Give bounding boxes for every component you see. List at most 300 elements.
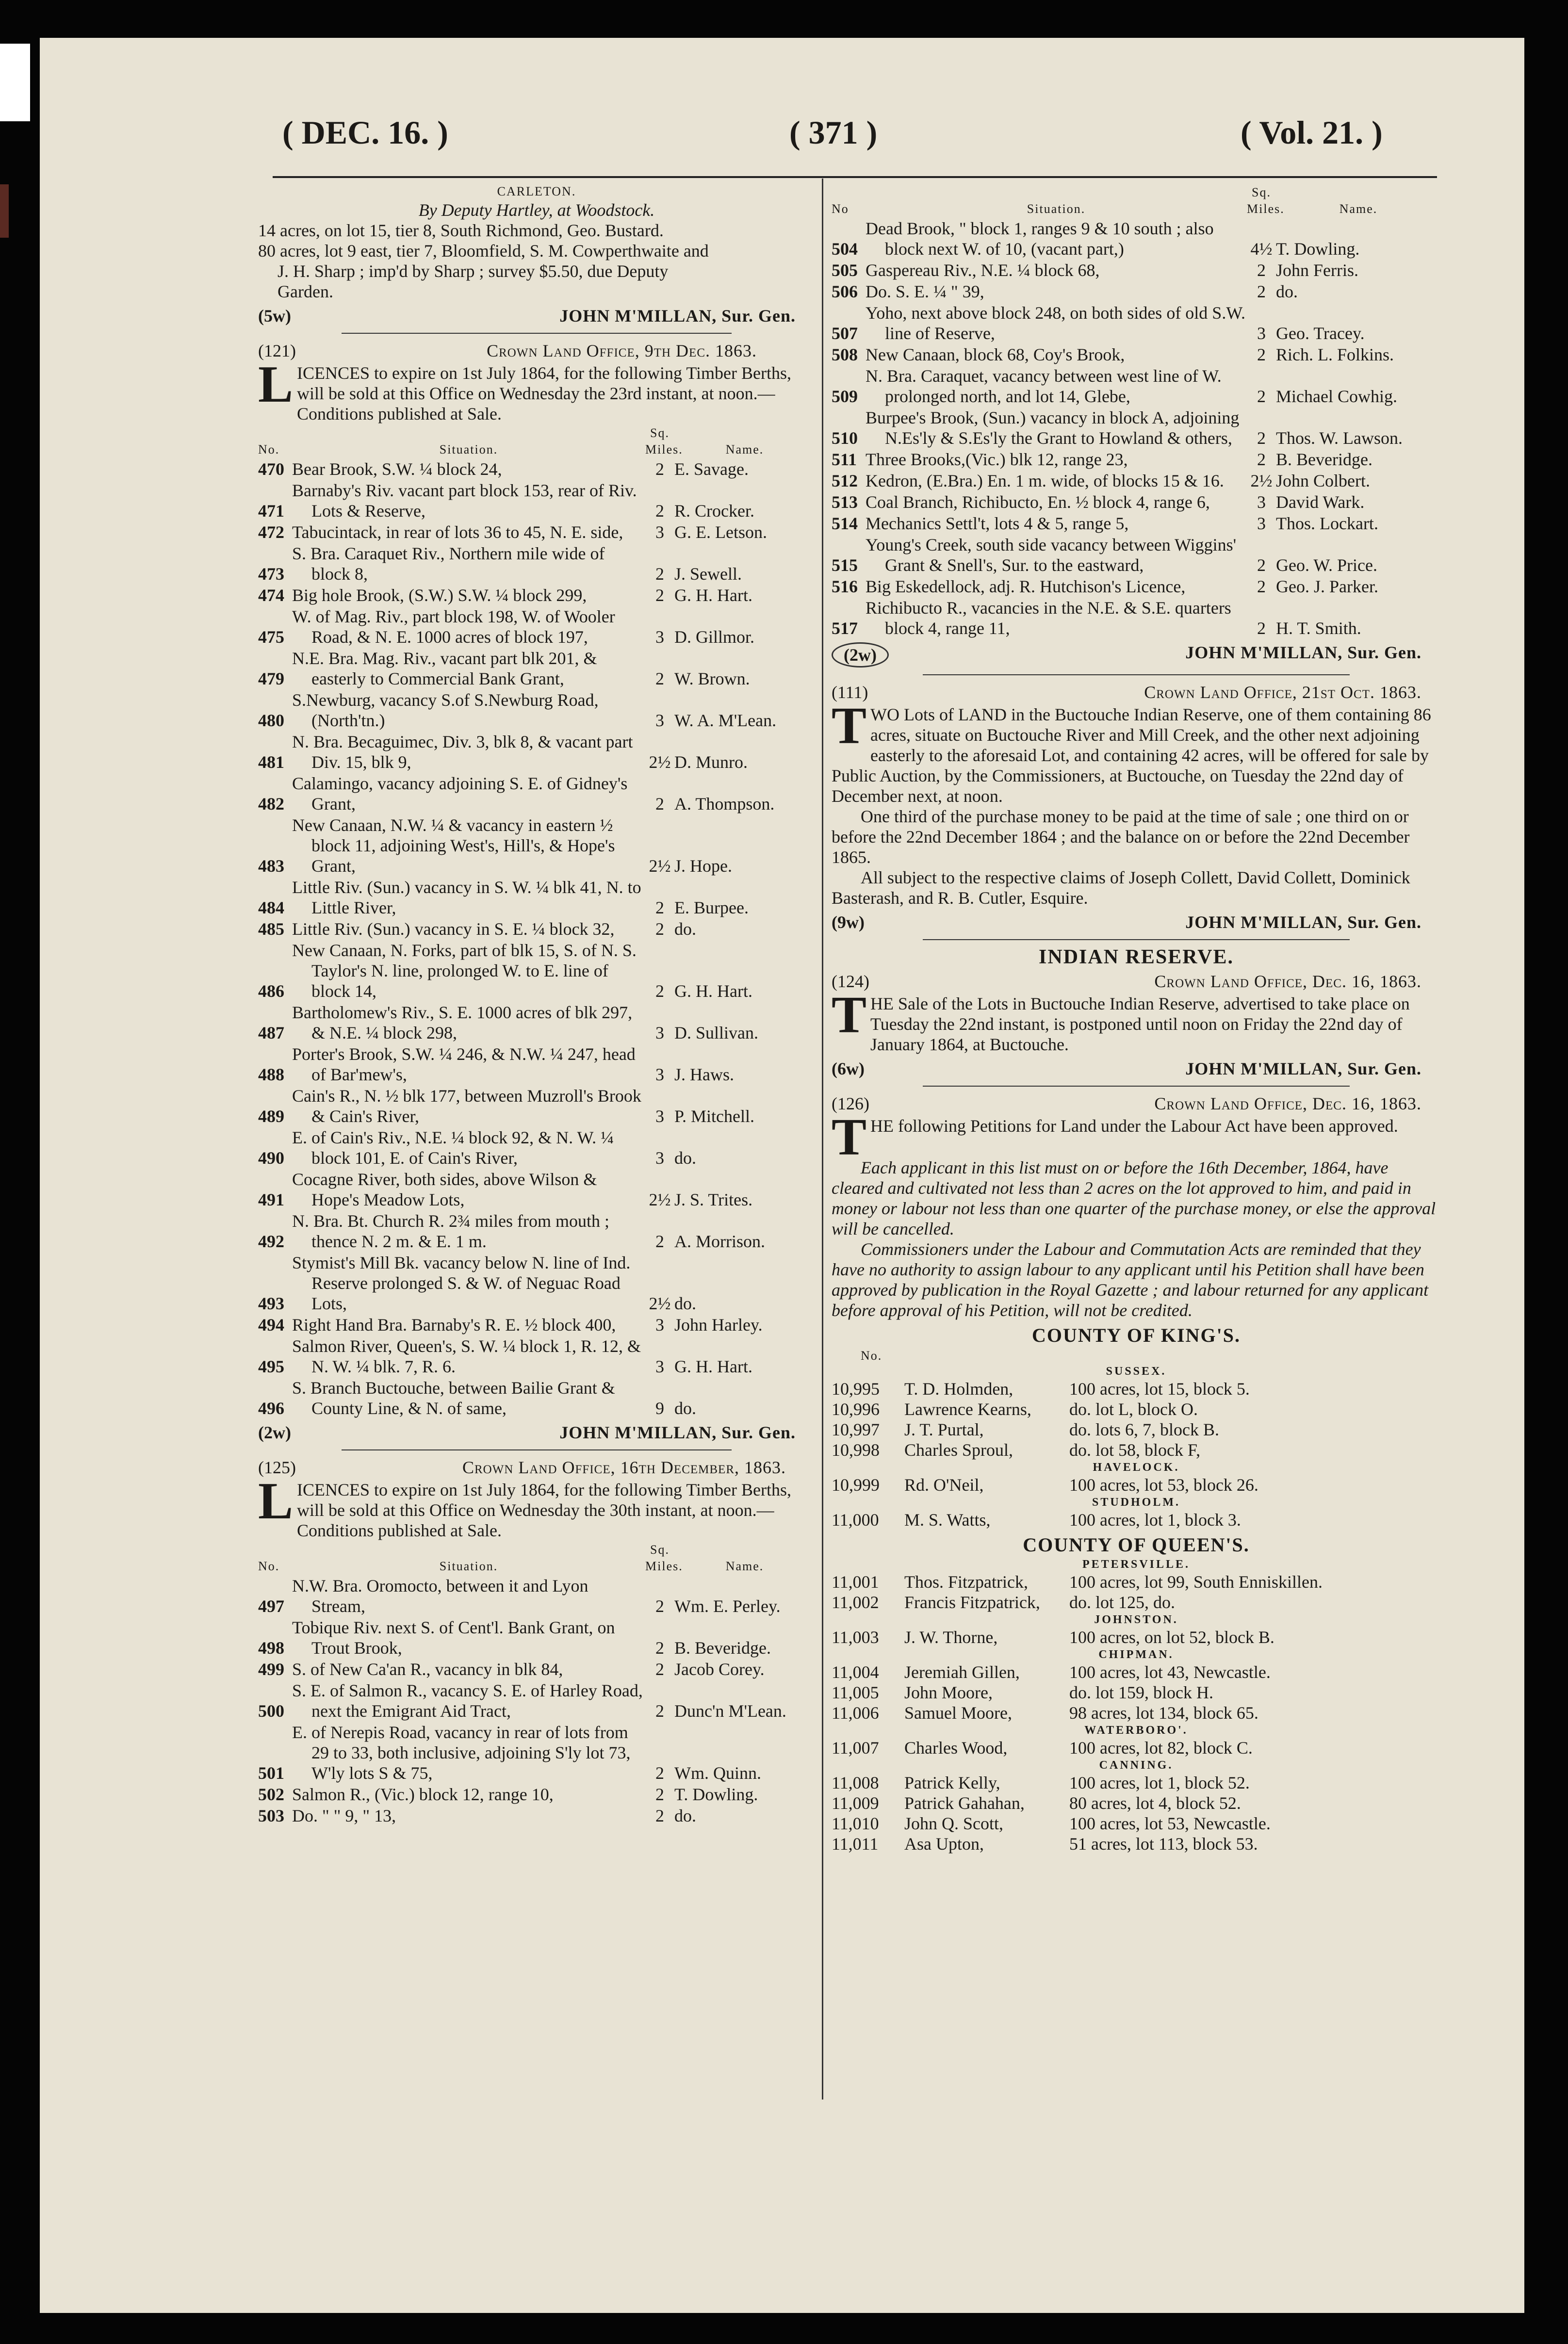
row-situation: New Canaan, N.W. ¼ & vacancy in eastern ½ block 11, adjoining West's, Hill's, & Hope's Grant, (292, 815, 615, 876)
col-situation: Situation. (1027, 202, 1086, 216)
row-situation: Stymist's Mill Bk. vacancy below N. line of Ind. Reserve prolonged S. & W. of Neguac Road Lots, (292, 1253, 631, 1313)
row-name: T. Dowling. (674, 1785, 758, 1804)
row-miles: 3 (655, 1065, 664, 1084)
row-name: G. E. Letson. (674, 522, 767, 542)
county-heading: COUNTY OF QUEEN'S. (1023, 1534, 1250, 1556)
row-miles: 2 (1257, 260, 1266, 280)
col-no: No. (258, 1559, 280, 1573)
row-miles: 4½ (1250, 239, 1273, 259)
insertion-code (832, 642, 889, 667)
row-situation: Coal Branch, Richibucto, En. ½ block 4, range 6, (866, 492, 1210, 512)
insertion-code: (9w) (832, 912, 865, 932)
gazette-page (40, 38, 1524, 2313)
row-situation: Little Riv. (Sun.) vacancy in S. W. ¼ blk 41, N. to Little River, (292, 878, 641, 917)
table-row (258, 1127, 815, 1168)
row-situation: N.W. Bra. Oromocto, between it and Lyon Stream, (292, 1576, 588, 1616)
row-number: 504 (832, 239, 858, 259)
petition-details: 100 acres, lot 43, Newcastle. (1069, 1662, 1271, 1682)
notice-office-date: Crown Land Office, Dec. 16, 1863. (1154, 972, 1421, 991)
petition-row (832, 1572, 1441, 1592)
row-number: 498 (258, 1638, 284, 1658)
row-situation: Right Hand Bra. Barnaby's R. E. ½ block 400, (292, 1315, 616, 1335)
row-number: 473 (258, 564, 284, 584)
petition-name: Francis Fitzpatrick, (904, 1593, 1040, 1612)
petition-details: 100 acres, lot 53, block 26. (1069, 1475, 1258, 1495)
row-situation: Tabucintack, in rear of lots 36 to 45, N. E. side, (292, 522, 623, 542)
signature: JOHN M'MILLAN, Sur. Gen. (1185, 1059, 1421, 1078)
signature-line (258, 1422, 815, 1443)
parish-heading: SUSSEX. (1106, 1365, 1167, 1378)
petition-number: 11,009 (832, 1793, 879, 1813)
row-name: Jacob Corey. (674, 1660, 765, 1679)
header-rule (273, 176, 1437, 178)
row-miles: 2 (655, 898, 664, 917)
row-situation: Three Brooks,(Vic.) blk 12, range 23, (866, 450, 1128, 469)
notice-text: ICENCES to expire on 1st July 1864, for the following Timber Berths, will be sold at this Office on Wednesday the 30th instant, at noon.—Conditions published at Sale. (297, 1480, 792, 1540)
row-number: 506 (832, 282, 858, 301)
carleton-lines (258, 220, 815, 302)
page-header (40, 106, 1524, 169)
row-name: John Colbert. (1276, 471, 1370, 490)
row-miles: 2 (655, 794, 664, 814)
notice-paragraph: All subject to the respective claims of Joseph Collett, David Collett, Dominick Basterash, and R. B. Cutler, Esquire. (832, 868, 1410, 908)
table-row (258, 690, 815, 731)
row-name: E. Savage. (674, 459, 749, 479)
row-miles: 2 (655, 1763, 664, 1783)
signature: JOHN M'MILLAN, Sur. Gen. (559, 306, 796, 326)
table-header (832, 184, 1441, 217)
row-situation: S.Newburg, vacancy S.of S.Newburg Road, (North'tn.) (292, 690, 599, 730)
row-miles: 2 (655, 919, 664, 939)
petition-details: do. lot 159, block H. (1069, 1683, 1213, 1702)
row-miles: 2 (655, 1232, 664, 1251)
table-row (258, 1169, 815, 1210)
row-situation: Little Riv. (Sun.) vacancy in S. E. ¼ block 32, (292, 919, 615, 939)
petition-list (832, 1364, 1441, 1530)
insertion-code: (2w) (258, 1423, 291, 1442)
notice-office-date: Crown Land Office, 9th Dec. 1863. (487, 341, 757, 360)
row-number: 514 (832, 514, 858, 533)
petition-details: 100 acres, lot 15, block 5. (1069, 1379, 1250, 1399)
signature-line (832, 642, 1441, 667)
petition-number: 11,001 (832, 1572, 879, 1592)
row-number: 511 (832, 450, 857, 469)
carleton-line: 80 acres, lot 9 east, tier 7, Bloomfield, S. M. Cowperthwaite and (258, 241, 709, 260)
table-row (258, 1722, 815, 1783)
table-row (258, 1576, 815, 1616)
table-row (832, 281, 1441, 302)
petition-row (832, 1475, 1441, 1495)
table-row (258, 919, 815, 939)
row-name: Rich. L. Folkins. (1276, 345, 1394, 364)
row-number: 493 (258, 1294, 284, 1313)
petition-row (832, 1682, 1441, 1703)
row-miles: 3 (655, 522, 664, 542)
notice-number: (125) (258, 1458, 296, 1477)
petition-number: 10,995 (832, 1379, 880, 1399)
petition-number: 11,004 (832, 1662, 879, 1682)
petition-details: 100 acres, lot 1, block 3. (1069, 1510, 1241, 1530)
row-name: J. S. Trites. (674, 1190, 753, 1209)
notice-office-date: Crown Land Office, 21st Oct. 1863. (1144, 683, 1421, 702)
petition-name: Jeremiah Gillen, (904, 1662, 1020, 1682)
parish-heading: JOHNSTON. (1094, 1613, 1178, 1626)
petition-row (832, 1813, 1441, 1834)
row-situation: N. Bra. Bt. Church R. 2¾ miles from mouth ; thence N. 2 m. & E. 1 m. (292, 1211, 609, 1251)
row-miles: 2 (655, 1701, 664, 1721)
table-row (258, 585, 815, 605)
drop-cap: L (258, 356, 294, 413)
row-number: 472 (258, 522, 284, 542)
licence-table (258, 459, 815, 1418)
row-miles: 3 (655, 1148, 664, 1168)
row-number: 482 (258, 794, 284, 814)
table-row (832, 513, 1441, 534)
row-miles: 2½ (649, 856, 671, 876)
row-number: 499 (258, 1660, 284, 1679)
row-name: J. Hope. (674, 856, 732, 876)
row-number: 470 (258, 459, 284, 479)
carleton-deputy: By Deputy Hartley, at Woodstock. (418, 200, 655, 220)
notice-text: WO Lots of LAND in the Buctouche Indian Reserve, one of them containing 86 acres, situate on Buctouche River and Mill Creek, and the other next adjoining easterly to the aforesaid Lot, and containing 42 acres, will be offered for sale by Public Auction, by the Commissioners, at Buctouche, on Tuesday the 22nd day of December next, at noon. (832, 705, 1431, 806)
row-name: G. H. Hart. (674, 586, 752, 605)
notice-office-date: Crown Land Office, 16th December, 1863. (462, 1458, 786, 1477)
divider (923, 674, 1349, 675)
row-miles: 2 (655, 1596, 664, 1616)
petition-name: J. T. Purtal, (904, 1420, 984, 1439)
table-row (258, 1806, 815, 1826)
petition-row (832, 1793, 1441, 1813)
petition-row (832, 1399, 1441, 1419)
table-row (258, 1211, 815, 1252)
row-name: H. T. Smith. (1276, 619, 1361, 638)
petition-details: 80 acres, lot 4, block 52. (1069, 1793, 1241, 1813)
row-name: David Wark. (1276, 492, 1365, 512)
petition-row (832, 1510, 1441, 1530)
petition-row (832, 1627, 1441, 1647)
row-situation: Salmon River, Queen's, S. W. ¼ block 1, R. 12, & N. W. ¼ blk. 7, R. 6. (292, 1336, 641, 1376)
notice-body (258, 356, 815, 424)
col-situation: Situation. (439, 442, 498, 456)
table-row (832, 598, 1441, 638)
row-miles: 3 (655, 627, 664, 647)
table-row (258, 1315, 815, 1335)
row-miles: 2 (655, 1806, 664, 1825)
table-row (258, 1336, 815, 1377)
row-miles: 2½ (649, 1294, 671, 1313)
table-row (258, 877, 815, 918)
row-situation: Burpee's Brook, (Sun.) vacancy in block A, adjoining N.Es'ly & S.Es'ly the Grant to Howland & others, (866, 408, 1240, 448)
insertion-code: (5w) (258, 306, 291, 326)
row-number: 486 (258, 981, 284, 1001)
petition-details: 100 acres, lot 1, block 52. (1069, 1773, 1250, 1792)
drop-cap: T (832, 986, 867, 1044)
row-situation: Tobique Riv. next S. of Cent'l. Bank Grant, on Trout Brook, (292, 1618, 615, 1658)
row-situation: Dead Brook, " block 1, ranges 9 & 10 south ; also block next W. of 10, (vacant part,) (866, 219, 1214, 259)
row-situation: Cain's R., N. ½ blk 177, between Muzroll's Brook & Cain's River, (292, 1086, 641, 1126)
row-situation: S. of New Ca'an R., vacancy in blk 84, (292, 1660, 563, 1679)
row-number: 516 (832, 577, 858, 596)
table-row (258, 732, 815, 772)
petition-number: 11,000 (832, 1510, 879, 1530)
row-name: Thos. Lockart. (1276, 514, 1378, 533)
petition-number: 11,008 (832, 1773, 879, 1792)
petition-name: John Moore, (904, 1683, 993, 1702)
row-miles: 2 (1257, 387, 1266, 406)
petition-details: 100 acres, lot 53, Newcastle. (1069, 1814, 1271, 1833)
row-situation: New Canaan, block 68, Coy's Brook, (866, 345, 1125, 364)
row-situation: E. of Cain's Riv., N.E. ¼ block 92, & N. W. ¼ block 101, E. of Cain's River, (292, 1128, 614, 1168)
notice-text: HE following Petitions for Land under the Labour Act have been approved. (870, 1116, 1398, 1136)
row-situation: Calamingo, vacancy adjoining S. E. of Gidney's Grant, (292, 774, 628, 814)
petition-row (832, 1662, 1441, 1682)
row-situation: S. Branch Buctouche, between Bailie Grant & County Line, & N. of same, (292, 1378, 615, 1418)
petition-details: do. lot 125, do. (1069, 1593, 1176, 1612)
row-situation: New Canaan, N. Forks, part of blk 15, S. of N. S. Taylor's N. line, prolonged W. to E. line of block 14, (292, 941, 637, 1001)
row-number: 505 (832, 260, 858, 280)
row-miles: 2 (655, 1785, 664, 1804)
row-name: R. Crocker. (674, 501, 754, 521)
petition-name: Lawrence Kearns, (904, 1400, 1031, 1419)
petition-number: 11,011 (832, 1834, 879, 1854)
row-miles: 2 (1257, 282, 1266, 301)
row-miles: 2 (655, 501, 664, 521)
notice-number: (111) (832, 683, 868, 702)
table-row (832, 407, 1441, 448)
petition-name: Patrick Kelly, (904, 1773, 1000, 1792)
row-miles: 2½ (649, 752, 671, 772)
divider (923, 939, 1349, 940)
row-name: D. Gillmor. (674, 627, 755, 647)
row-number: 509 (832, 387, 858, 406)
row-number: 480 (258, 711, 284, 730)
row-situation: S. E. of Salmon R., vacancy S. E. of Harley Road, next the Emigrant Aid Tract, (292, 1681, 643, 1721)
petition-name: Asa Upton, (904, 1834, 984, 1854)
notice-italic-paragraph: Commissioners under the Labour and Commutation Acts are reminded that they have no authority to assign labour to any applicant until his Petition shall have been approved by publication in the Royal Gazette ; and labour returned for any applicant before approval of his Petition, will not be credited. (832, 1239, 1429, 1320)
row-name: Geo. W. Price. (1276, 555, 1377, 575)
row-situation: S. Bra. Caraquet Riv., Northern mile wide of block 8, (292, 544, 605, 584)
row-situation: Yoho, next above block 248, on both sides of old S.W. line of Reserve, (866, 303, 1245, 343)
row-name: D. Munro. (674, 752, 748, 772)
table-row (258, 1378, 815, 1418)
petition-details: 51 acres, lot 113, block 53. (1069, 1834, 1258, 1854)
signature: JOHN M'MILLAN, Sur. Gen. (1185, 643, 1421, 662)
row-miles: 3 (1257, 492, 1266, 512)
row-number: 508 (832, 345, 858, 364)
table-row (258, 815, 815, 876)
row-situation: E. of Nerepis Road, vacancy in rear of lots from 29 to 33, both inclusive, adjoining S'ly lot 73, W'ly lots S & 75, (292, 1723, 631, 1783)
notice-body (832, 986, 1441, 1055)
petition-number: 11,010 (832, 1814, 879, 1833)
row-number: 489 (258, 1107, 284, 1126)
row-miles: 2 (655, 981, 664, 1001)
parish-heading: PETERSVILLE. (1082, 1558, 1191, 1571)
row-number: 497 (258, 1596, 284, 1616)
row-number: 492 (258, 1232, 284, 1251)
row-situation: W. of Mag. Riv., part block 198, W. of Wooler Road, & N. E. 1000 acres of block 197, (292, 607, 615, 647)
row-name: Geo. Tracey. (1276, 324, 1365, 343)
petition-row (832, 1773, 1441, 1793)
row-number: 481 (258, 752, 284, 772)
row-situation: Porter's Brook, S.W. ¼ 246, & N.W. ¼ 247, head of Bar'mew's, (292, 1044, 636, 1084)
licence-table (258, 1576, 815, 1826)
row-situation: Bartholomew's Riv., S. E. 1000 acres of blk 297, & N.E. ¼ block 298, (292, 1003, 633, 1042)
petition-row (832, 1703, 1441, 1723)
row-miles: 2 (655, 564, 664, 584)
row-miles: 2 (1257, 619, 1266, 638)
notice-italic-paragraph: Each applicant in this list must on or before the 16th December, 1864, have cleared and cultivated not less than 2 acres on the lot approved to him, and paid in money or labour not less than one quarter of the purchase money, or else the approval will be cancelled. (832, 1158, 1436, 1238)
table-row (832, 492, 1441, 512)
indian-reserve-heading: INDIAN RESERVE. (1039, 946, 1234, 968)
col-situation: Situation. (439, 1559, 498, 1573)
col-name: Name. (1339, 202, 1378, 216)
row-situation: N. Bra. Caraquet, vacancy between west line of W. prolonged north, and lot 14, Glebe, (866, 366, 1222, 406)
row-name: G. H. Hart. (674, 1357, 752, 1376)
petition-row (832, 1738, 1441, 1758)
row-miles: 3 (655, 1023, 664, 1042)
row-name: T. Dowling. (1276, 239, 1360, 259)
table-row (258, 606, 815, 647)
notice-number: (121) (258, 341, 296, 360)
notice-text: ICENCES to expire on 1st July 1864, for the following Timber Berths, will be sold at this Office on Wednesday the 23rd instant, at noon.—Conditions published at Sale. (297, 363, 792, 423)
row-miles: 2 (655, 1638, 664, 1658)
row-number: 496 (258, 1399, 284, 1418)
table-row (258, 1784, 815, 1805)
row-situation: Young's Creek, south side vacancy between Wiggins' Grant & Snell's, Sur. to the eastward, (866, 535, 1237, 575)
petition-details: do. lot L, block O. (1069, 1400, 1198, 1419)
table-row (258, 1002, 815, 1043)
notice-body (258, 1472, 815, 1541)
row-name: J. Sewell. (674, 564, 742, 584)
row-number: 501 (258, 1763, 284, 1783)
table-header (258, 1542, 815, 1575)
row-number: 490 (258, 1148, 284, 1168)
row-number: 512 (832, 471, 858, 490)
petition-name: Charles Wood, (904, 1738, 1008, 1758)
table-row (258, 1044, 815, 1085)
col-name: Name. (725, 1559, 764, 1573)
row-situation: Gaspereau Riv., N.E. ¼ block 68, (866, 260, 1100, 280)
petition-details: do. lot 58, block F, (1069, 1440, 1201, 1460)
notice-header (258, 1457, 815, 1478)
petition-row (832, 1379, 1441, 1399)
county-heading: COUNTY OF KING'S. (1032, 1324, 1241, 1346)
row-name: do. (674, 1806, 696, 1825)
petition-details: 98 acres, lot 134, block 65. (1069, 1703, 1258, 1723)
row-name: W. Brown. (674, 669, 750, 688)
table-row (258, 648, 815, 689)
row-situation: Mechanics Settl't, lots 4 & 5, range 5, (866, 514, 1129, 533)
row-number: 485 (258, 919, 284, 939)
row-name: D. Sullivan. (674, 1023, 759, 1042)
row-name: P. Mitchell. (674, 1107, 755, 1126)
header-volume: ( Vol. 21. ) (1241, 114, 1383, 151)
row-name: Wm. E. Perley. (674, 1596, 781, 1616)
carleton-line: Garden. (278, 282, 333, 301)
divider (342, 333, 732, 334)
row-name: W. A. M'Lean. (674, 711, 777, 730)
table-row (258, 1659, 815, 1679)
table-row (258, 543, 815, 584)
row-number: 488 (258, 1065, 284, 1084)
parish-heading: CANNING. (1099, 1759, 1174, 1772)
row-name: B. Beveridge. (1276, 450, 1372, 469)
row-number: 500 (258, 1701, 284, 1721)
row-name: do. (674, 1294, 696, 1313)
row-name: Michael Cowhig. (1276, 387, 1397, 406)
row-situation: Big Eskedellock, adj. R. Hutchison's Licence, (866, 577, 1186, 596)
col-miles: Sq. Miles. (645, 426, 683, 456)
petition-number: 11,005 (832, 1683, 879, 1702)
table-row (832, 303, 1441, 343)
row-name: Wm. Quinn. (674, 1763, 761, 1783)
row-miles: 3 (655, 1357, 664, 1376)
row-name: do. (674, 1399, 696, 1418)
row-situation: Salmon R., (Vic.) block 12, range 10, (292, 1785, 554, 1804)
petition-number: 10,998 (832, 1440, 880, 1460)
petition-number: 11,003 (832, 1628, 879, 1647)
table-row (832, 344, 1441, 365)
drop-cap: T (832, 1108, 867, 1166)
row-situation: Do. " " 9, " 13, (292, 1806, 396, 1825)
petition-details: do. lots 6, 7, block B. (1069, 1420, 1220, 1439)
petition-number: 11,002 (832, 1593, 879, 1612)
row-situation: Do. S. E. ¼ " 39, (866, 282, 984, 301)
notice-text: HE Sale of the Lots in Buctouche Indian Reserve, advertised to take place on Tuesday the 22nd instant, is postponed until noon on Friday the 22nd day of January 1864, at Buctouche. (870, 994, 1410, 1054)
row-situation: N.E. Bra. Mag. Riv., vacant part blk 201, & easterly to Commercial Bank Grant, (292, 649, 597, 688)
table-row (258, 1086, 815, 1126)
petition-name: T. D. Holmden, (904, 1379, 1013, 1399)
petition-row (832, 1440, 1441, 1460)
row-number: 502 (258, 1785, 284, 1804)
row-situation: Big hole Brook, (S.W.) S.W. ¼ block 299, (292, 586, 587, 605)
table-row (258, 480, 815, 521)
petition-number: 10,996 (832, 1400, 880, 1419)
notice-header (832, 971, 1441, 992)
notice-header (832, 1093, 1441, 1114)
table-row (258, 940, 815, 1001)
row-miles: 3 (655, 1107, 664, 1126)
row-number: 495 (258, 1357, 284, 1376)
row-name: do. (1276, 282, 1298, 301)
row-situation: Kedron, (E.Bra.) En. 1 m. wide, of blocks 15 & 16. (866, 471, 1224, 490)
table-row (258, 1253, 815, 1314)
petition-name: Charles Sproul, (904, 1440, 1013, 1460)
table-row (258, 773, 815, 814)
table-row (832, 260, 1441, 280)
row-name: B. Beveridge. (674, 1638, 771, 1658)
row-name: Thos. W. Lawson. (1276, 428, 1403, 448)
notice-header (832, 682, 1441, 702)
row-miles: 2½ (649, 1190, 671, 1209)
petition-name: Patrick Gahahan, (904, 1793, 1025, 1813)
parish-heading: HAVELOCK. (1093, 1461, 1180, 1474)
divider (923, 1086, 1349, 1087)
row-number: 515 (832, 555, 858, 575)
row-name: do. (674, 1148, 696, 1168)
petition-name: Thos. Fitzpatrick, (904, 1572, 1028, 1592)
row-number: 479 (258, 669, 284, 688)
row-name: Geo. J. Parker. (1276, 577, 1378, 596)
right-column (832, 183, 1441, 1854)
row-miles: 2 (1257, 428, 1266, 448)
carleton-heading: CARLETON. (497, 184, 576, 198)
row-miles: 2 (1257, 577, 1266, 596)
scan-edge (0, 44, 30, 121)
column-rule (822, 179, 823, 2100)
row-number: 491 (258, 1190, 284, 1209)
row-situation: Cocagne River, both sides, above Wilson & Hope's Meadow Lots, (292, 1170, 597, 1209)
